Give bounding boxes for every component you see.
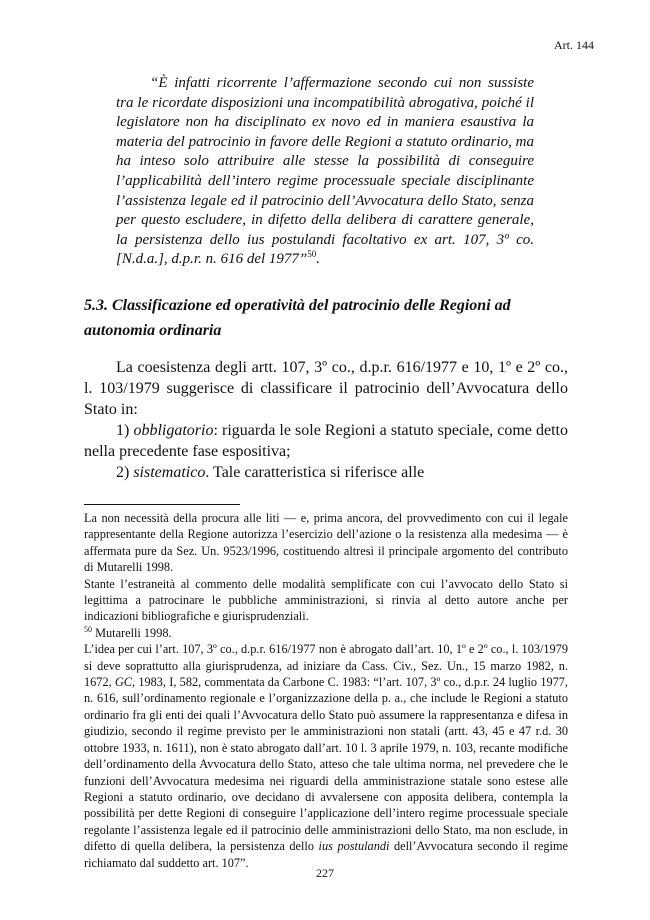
running-head: Art. 144	[554, 38, 594, 52]
footnote-50	[84, 625, 568, 641]
footnote-separator	[84, 504, 240, 505]
footnote: Stante l’estraneità al commento delle modalità semplificate con cui l’avvocato dello Stato si legittima a patrocinare le pubbliche amministrazioni, si rinvia al detto autore anche per indicazioni bibliografiche e giurisprudenziali.	[84, 576, 568, 624]
footnotes	[84, 510, 568, 871]
list-item-label: 2)	[116, 464, 134, 481]
footnote-text: Mutarelli 1998.	[92, 625, 172, 640]
list-item-obbligatorio	[84, 420, 568, 462]
block-quote	[116, 74, 534, 270]
list-item-sistematico	[84, 462, 568, 483]
quote-text: “È infatti ricorrente l’affermazione secondo cui non sussiste tra le ricordate disposizioni una incompatibilità abrogativa, poiché il legislatore non ha disciplinato ex novo ed in maniera esaustiva la materia del patrocinio in favore delle Regioni a statuto ordinario, ma ha inteso solo attribuire alle stesse la possibilità di conseguire l’applicabilità dell’intero regime processuale speciale disciplinante l’assistenza legale ed il patrocinio dell’Avvocatura dello Stato, senza per questo escludere, in difetto della delibera di carattere generale, la persistenza dello ius postulandi facoltativo ex art. 107, 3º co. [N.d.a.], d.p.r. n. 616 del 1977”	[116, 75, 534, 268]
body-paragraph: La coesistenza degli artt. 107, 3º co., d.p.r. 616/1977 e 10, 1º e 2º co., l. 103/1979 suggerisce di classificare il patrocinio dell’Avvocatura dello Stato in:	[84, 359, 568, 418]
list-item-term: obbligatorio	[133, 422, 214, 439]
list-item-label: 1)	[116, 422, 134, 439]
footnote-journal: GC	[114, 675, 133, 690]
footnote-text: dell’Avvocatura secondo il regime richiamato dal suddetto art. 107”.	[84, 839, 568, 870]
footnote-text: , 1983, I, 582, commentata da Carbone C. 1983: “l’art. 107, 3º co., d.p.r. 24 luglio 1977, n. 616, sull’ordinamento regionale e l’organizzazione della p. a., che include le Regioni a statuto ordinario fra gli enti dei quali l’Avvocatura dello Stato può assumere la rappresentanza e difesa in giudizio, secondo il regime previsto per le amministrazioni non statali (artt. 43, 45 e 47 r.d. 30 ottobre 1933, n. 1611), non è stato abrogato dall’art. 10 l. 3 aprile 1979, n. 103, recante modifiche dell’ordinamento della Avvocatura dello Stato, atteso che tale ultima norma, nel prevedere che le funzioni dell’Avvocatura medesima nei riguardi della amministrazione statale sono estese alle Regioni a statuto ordinario, ove decidano di avvalersene con apposita delibera, contempla la possibilità per dette Regioni di conseguire l’applicazione dell’intero regime processuale speciale regolante l’assistenza legale ed il patrocinio delle amministrazioni dello Stato, ma non esclude, in difetto di quella delibera, la persistenza dello	[84, 675, 568, 854]
list-item-text: . Tale caratteristica si riferisce alle	[205, 464, 425, 481]
body-text	[84, 357, 568, 483]
footnote: La non necessità della procura alle liti — e, prima ancora, del provvedimento con cui il legale rappresentante della Regione autorizza l’esercizio dell’azione o la resistenza alla medesima — è affermata pure da Sez. Un. 9523/1996, costituendo altresì il principale argomento del contributo di Mutarelli 1998.	[84, 511, 568, 575]
footnote-latin-term: ius postulandi	[318, 839, 390, 854]
footnote-text: L’idea per cui l’art. 107, 3º co., d.p.r. 616/1977 non è abrogato dall’art. 10, 1º e 2º co., l. 103/1979 si deve soprattutto alla giurisprudenza, ad iniziare da Cass. Civ., Sez. Un., 15 marzo 1982, n. 1672,	[84, 642, 568, 690]
section-heading: 5.3. Classificazione ed operatività del patrocinio delle Regioni ad autonomia ordinaria	[84, 297, 511, 339]
footnote	[84, 641, 568, 871]
footnote-ref-50[interactable]: 50	[307, 249, 317, 260]
list-item-text: : riguarda le sole Regioni a statuto speciale, come detto nella precedente fase espositiva;	[84, 422, 569, 460]
quote-end: .	[316, 251, 321, 268]
list-item-term: sistematico	[133, 464, 206, 481]
page-number: 227	[316, 866, 334, 880]
footnote-number: 50	[84, 624, 92, 634]
